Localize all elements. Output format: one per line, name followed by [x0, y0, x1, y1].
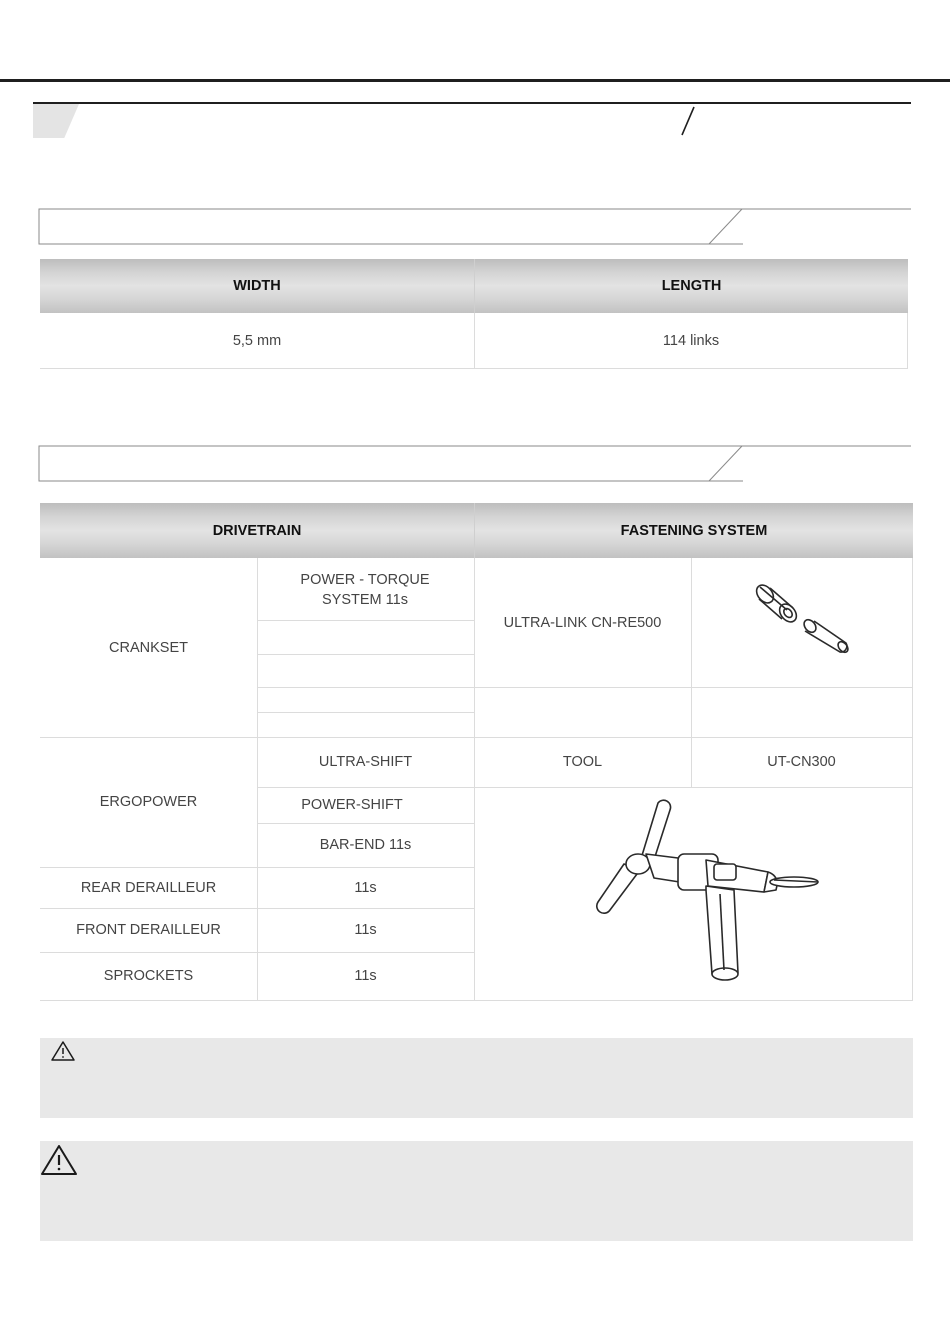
grid-line [40, 1000, 913, 1001]
table-divider [474, 313, 475, 368]
warning-triangle-icon [40, 1144, 78, 1176]
ergopower-label: ERGOPOWER [99, 794, 198, 810]
warning-box-2 [40, 1141, 913, 1241]
grid-line [912, 558, 913, 1001]
crankset-item [257, 712, 474, 737]
ergopower-item: POWER-SHIFT [301, 797, 403, 813]
table-header-width: WIDTH [40, 259, 474, 313]
table-header-drivetrain: DRIVETRAIN [40, 503, 474, 558]
crankset-item: POWER - TORQUE SYSTEM 11s [300, 572, 430, 608]
chain-link-pin-illustration [745, 575, 865, 663]
ergopower-item: BAR-END 11s [319, 837, 412, 853]
crankset-label: CRANKSET [109, 639, 188, 656]
section-heading-box-2 [38, 445, 911, 483]
row-label-front-derailleur: FRONT DERAILLEUR [76, 922, 221, 938]
row-value-rear-derailleur: 11s [354, 879, 377, 896]
table-cell-width: 5,5 mm [232, 332, 282, 349]
crankset-item [257, 687, 474, 712]
tool-label: TOOL [562, 754, 603, 770]
crankset-item [257, 620, 474, 654]
tool-value: UT-CN300 [767, 754, 836, 770]
warning-triangle-icon [50, 1040, 76, 1062]
row-value-sprockets: 11s [354, 968, 377, 984]
warning-box-1 [40, 1038, 913, 1118]
row-label-sprockets: SPROCKETS [103, 968, 194, 984]
header-slash [680, 106, 696, 136]
section-heading-box-1 [38, 208, 911, 246]
ergopower-item: ULTRA-SHIFT [318, 754, 413, 770]
table-header-fastening: FASTENING SYSTEM [474, 503, 913, 558]
table-header-length: LENGTH [474, 259, 908, 313]
compatibility-table [40, 503, 913, 1002]
grid-line [474, 687, 913, 688]
chain-spec-table [40, 259, 908, 369]
table-cell-length: 114 links [662, 332, 720, 349]
row-value-front-derailleur: 11s [354, 922, 377, 938]
crankset-item [257, 654, 474, 687]
header-tab [33, 104, 79, 138]
table-border-right [907, 313, 908, 368]
row-label-rear-derailleur: REAR DERAILLEUR [80, 879, 217, 896]
top-rule [0, 79, 950, 82]
chain-tool-illustration [588, 798, 838, 988]
fastening-name: ULTRA-LINK CN-RE500 [503, 614, 662, 631]
header-rule [33, 102, 911, 104]
table-border-bottom [40, 368, 908, 369]
grid-line [474, 787, 913, 788]
